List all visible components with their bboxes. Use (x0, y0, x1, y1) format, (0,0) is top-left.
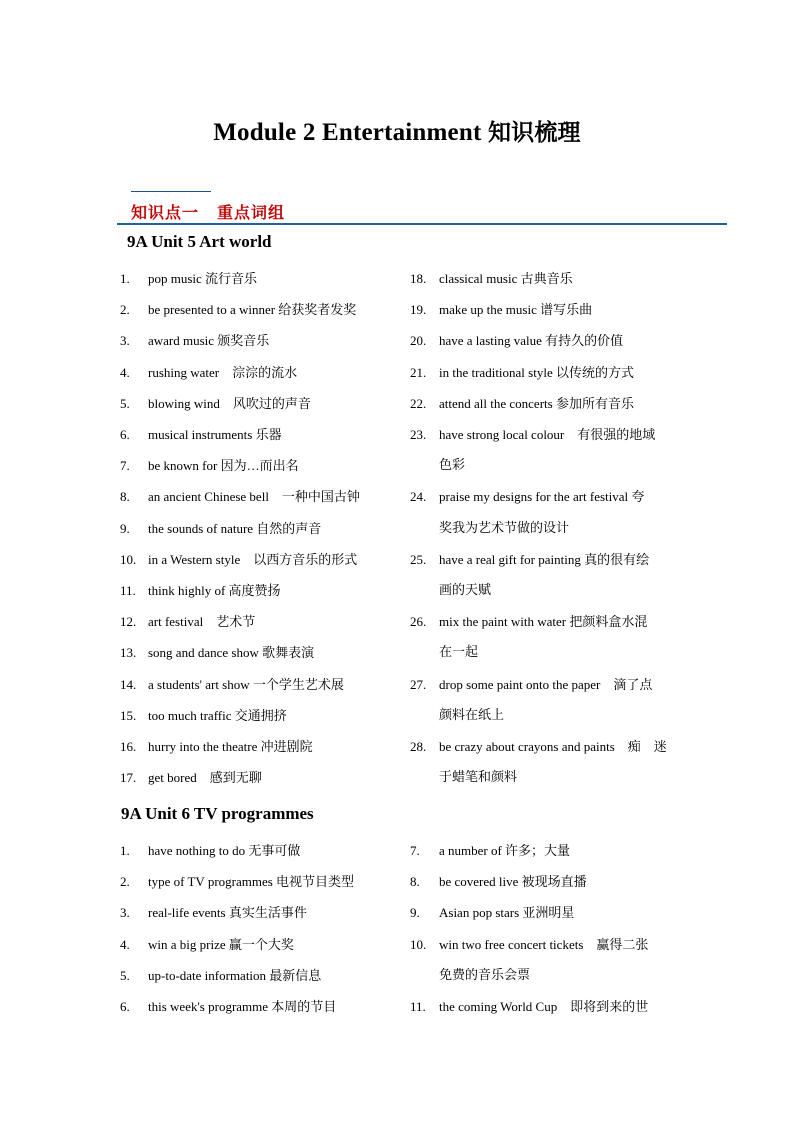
list-item-text: pop music 流行音乐 (148, 271, 258, 286)
list-item-text: have strong local colour 有很强的地域 (439, 427, 656, 442)
list-item-text: have a real gift for painting 真的很有绘 (439, 551, 650, 567)
section-top-line (131, 191, 211, 192)
list-item-number: 16. (120, 739, 137, 754)
title-zh: 知识梳理 (487, 120, 581, 146)
list-item-text: be known for 因为…而出名 (148, 458, 299, 474)
list-item-text: in a Western style 以西方音乐的形式 (148, 551, 358, 567)
list-item-number: 1. (120, 271, 130, 286)
list-item-number: 5. (120, 967, 130, 983)
list-item-number: 7. (120, 458, 130, 474)
list-item-number: 3. (120, 905, 130, 921)
page-title (0, 114, 794, 147)
list-item-number: 14. (120, 676, 137, 692)
list-item-number: 11. (410, 999, 426, 1014)
list-item-text: classical music 古典音乐 (439, 271, 573, 286)
list-item-text: be presented to a winner 给获奖者发奖 (148, 302, 357, 318)
list-item-text: get bored 感到无聊 (148, 770, 262, 786)
list-item-text: the sounds of nature 自然的声音 (148, 520, 322, 536)
list-item-number: 4. (120, 936, 130, 952)
list-item-text: type of TV programmes 电视节目类型 (148, 874, 355, 890)
title-en: Module 2 Entertainment (213, 119, 482, 146)
list-item-number: 3. (120, 333, 130, 349)
list-item-number: 6. (120, 427, 130, 442)
list-item-text: blowing wind 风吹过的声音 (148, 395, 311, 411)
list-item-number: 8. (410, 874, 420, 890)
list-item-number: 25. (410, 551, 427, 567)
list-item-text: mix the paint with water 把颜料盒水混 (439, 614, 648, 630)
list-item-number: 7. (410, 843, 420, 858)
unit6-title: 9A Unit 6 TV programmes (121, 804, 314, 823)
list-item-number: 10. (120, 551, 137, 567)
list-item-text: a students' art show 一个学生艺术展 (148, 676, 344, 692)
list-item-text: be crazy about crayons and paints 痴 迷 (439, 739, 667, 754)
list-item-continuation: 颜料在纸上 (439, 707, 505, 723)
list-item-number: 2. (120, 874, 130, 890)
list-item-text: an ancient Chinese bell 一种中国古钟 (148, 489, 360, 505)
list-item-text: make up the music 谱写乐曲 (439, 302, 593, 318)
list-item-text: attend all the concerts 参加所有音乐 (439, 395, 634, 411)
list-item-number: 19. (410, 302, 427, 318)
list-item-continuation: 于蜡笔和颜料 (439, 770, 518, 786)
list-item-number: 5. (120, 395, 130, 411)
list-item-text: too much traffic 交通拥挤 (148, 707, 287, 723)
list-item-number: 8. (120, 489, 130, 505)
list-item-number: 27. (410, 676, 427, 692)
list-item-text: praise my designs for the art festival 夸 (439, 489, 645, 505)
list-item-continuation: 画的天赋 (439, 583, 492, 598)
list-item-number: 26. (410, 614, 427, 630)
list-item-number: 18. (410, 271, 427, 286)
list-item-continuation: 奖我为艺术节做的设计 (439, 520, 570, 536)
list-item-number: 15. (120, 707, 137, 723)
list-item-number: 11. (120, 583, 136, 598)
list-item-number: 10. (410, 936, 427, 952)
list-item-text: up-to-date information 最新信息 (148, 967, 322, 983)
section-header (131, 200, 285, 223)
list-item-text: song and dance show 歌舞表演 (148, 645, 315, 661)
list-item-text: win a big prize 赢一个大奖 (148, 936, 294, 952)
list-item-text: hurry into the theatre 冲进剧院 (148, 739, 313, 754)
list-item-number: 17. (120, 770, 137, 786)
list-item-number: 13. (120, 645, 137, 661)
list-item-text: think highly of 高度赞扬 (148, 583, 281, 598)
list-item-number: 23. (410, 427, 427, 442)
list-item-number: 6. (120, 999, 130, 1014)
list-item-text: a number of 许多；大量 (439, 843, 571, 858)
list-item-number: 21. (410, 364, 427, 380)
section-divider (117, 223, 727, 225)
list-item-text: real-life events 真实生活事件 (148, 905, 307, 921)
list-item-continuation: 免费的音乐会票 (439, 967, 531, 983)
list-item-text: win two free concert tickets 赢得二张 (439, 936, 649, 952)
list-item-number: 1. (120, 843, 130, 858)
list-item-number: 2. (120, 302, 130, 318)
list-item-number: 20. (410, 333, 427, 349)
section-label-1: 知识点一 (131, 203, 200, 222)
list-item-number: 28. (410, 739, 427, 754)
list-item-text: drop some paint onto the paper 滴了点 (439, 676, 653, 692)
list-item-continuation: 色彩 (439, 458, 466, 474)
list-item-text: have nothing to do 无事可做 (148, 843, 301, 858)
list-item-text: in the traditional style 以传统的方式 (439, 364, 634, 380)
list-item-number: 9. (410, 905, 420, 921)
list-item-text: rushing water 淙淙的流水 (148, 364, 298, 380)
list-item-text: award music 颁奖音乐 (148, 333, 270, 349)
list-item-text: art festival 艺术节 (148, 614, 256, 630)
list-item-text: this week's programme 本周的节目 (148, 999, 337, 1014)
list-item-number: 12. (120, 614, 137, 630)
list-item-text: the coming World Cup 即将到来的世 (439, 999, 649, 1014)
list-item-text: Asian pop stars 亚洲明星 (439, 905, 575, 921)
list-item-text: have a lasting value 有持久的价值 (439, 333, 624, 349)
list-item-text: be covered live 被现场直播 (439, 874, 587, 890)
list-item-number: 4. (120, 364, 130, 380)
list-item-text: musical instruments 乐器 (148, 427, 282, 442)
list-item-number: 22. (410, 395, 427, 411)
list-item-number: 24. (410, 489, 427, 505)
list-item-number: 9. (120, 520, 130, 536)
list-item-continuation: 在一起 (439, 645, 479, 661)
section-label-2: 重点词组 (217, 203, 286, 222)
unit5-title: 9A Unit 5 Art world (127, 232, 272, 251)
